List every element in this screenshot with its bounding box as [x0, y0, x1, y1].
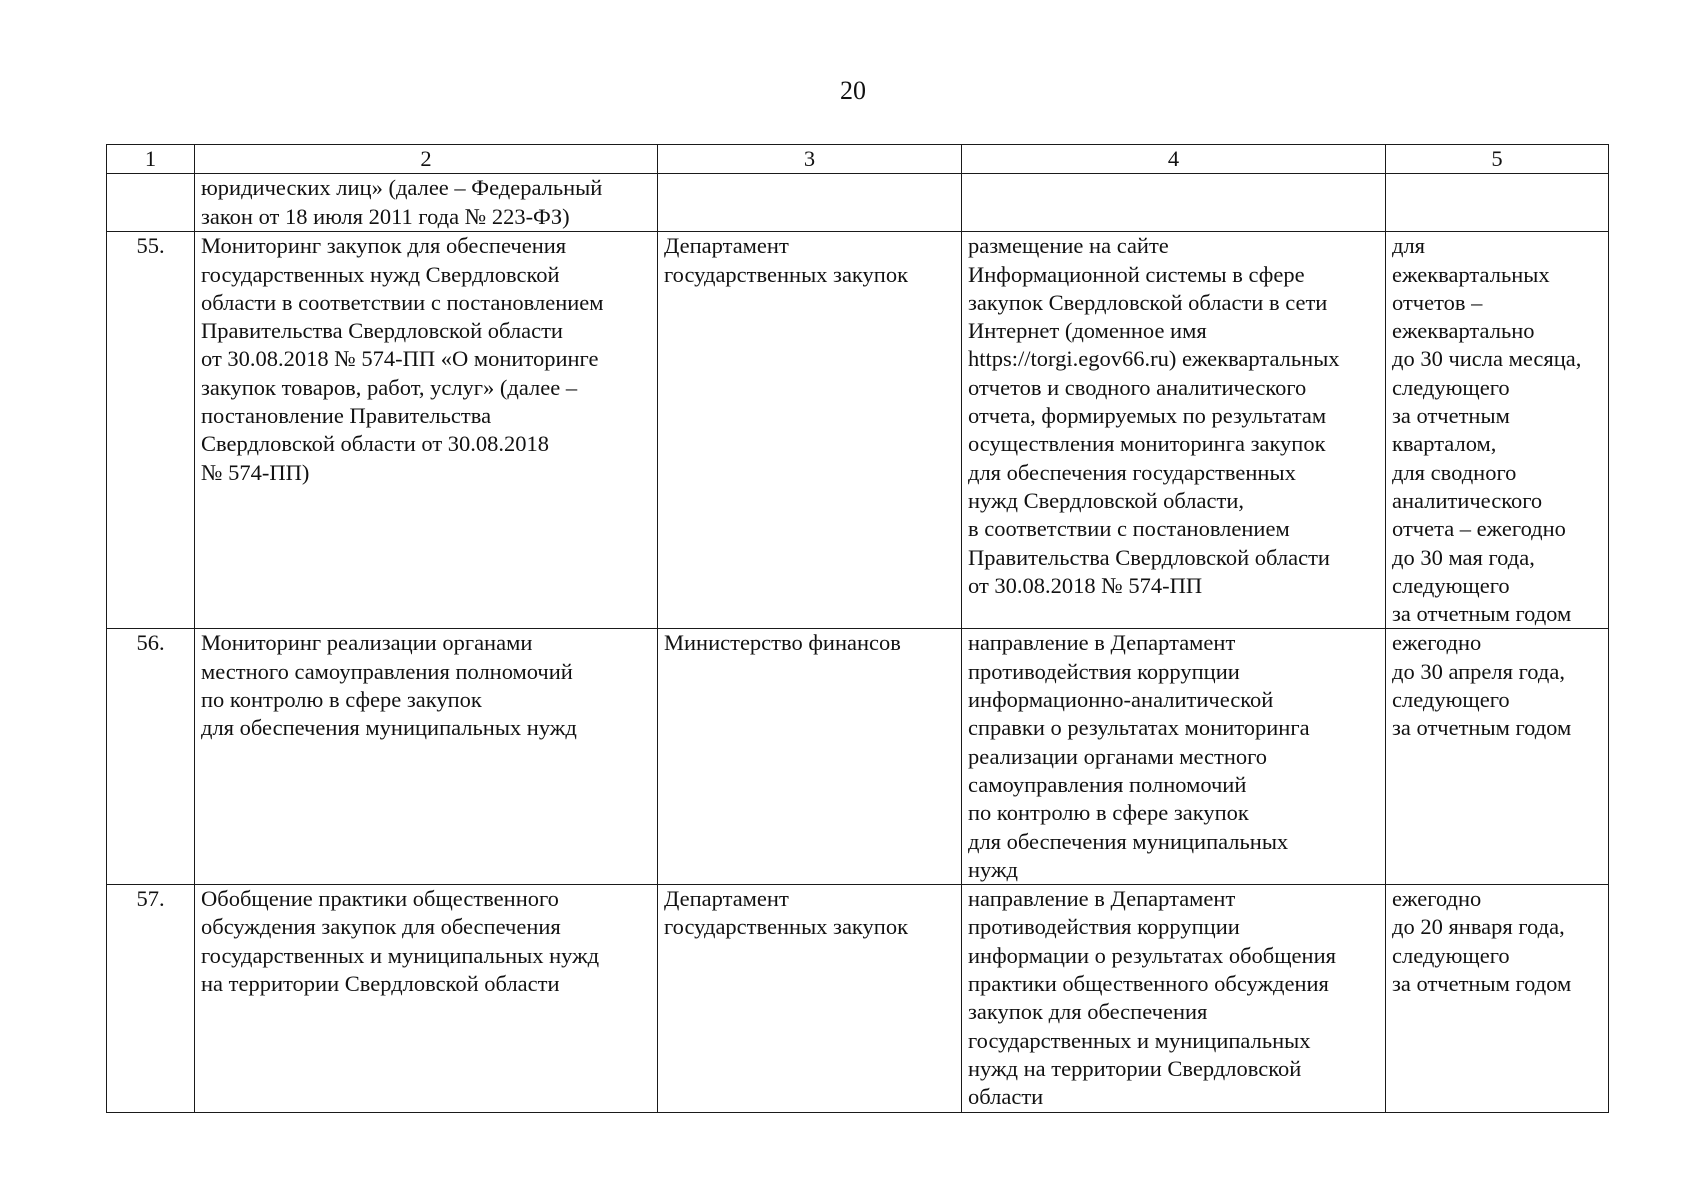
form-cell [962, 885, 1386, 1113]
header-col-2: 2 [195, 145, 658, 174]
deadline-cell [1386, 885, 1609, 1113]
header-col-3: 3 [658, 145, 962, 174]
row-number [107, 174, 195, 232]
form-text: размещение на сайте Информационной системы в сфере закупок Свердловской области в сети Интернет (доменное имя https://torgi.egov66.ru) ежеквартальных отчетов и сводного аналитического отчета, формируемых по результатам осуществления мониторинга закупок для обеспечения государственных нужд Свердловской области, в соответствии с постановлением Правительства Свердловской области от 30.08.2018 № 574-ПП [968, 233, 1340, 598]
header-row [107, 145, 1609, 174]
executor-cell [658, 629, 962, 885]
executor-text: Министерство финансов [664, 630, 901, 656]
deadline-text: ежегодно до 30 апреля года, следующего за отчетным годом [1392, 630, 1572, 741]
executor-text: Департамент государственных закупок [664, 233, 909, 287]
form-cell [962, 174, 1386, 232]
header-col-5: 5 [1386, 145, 1609, 174]
table-row-continuation [107, 174, 1609, 232]
table-row-57 [107, 885, 1609, 1113]
event-text: Мониторинг закупок для обеспечения государственных нужд Свердловской области в соответствии с постановлением Правительства Свердловской области от 30.08.2018 № 574-ПП «О мониторинге закупок товаров, работ, услуг» (далее – постановление Правительства Свердловской области от 30.08.2018 № 574-ПП) [201, 233, 604, 485]
executor-cell [658, 232, 962, 629]
form-cell [962, 232, 1386, 629]
row-number: 57. [107, 885, 195, 1113]
event-text: Мониторинг реализации органами местного самоуправления полномочий по контролю в сфере закупок для обеспечения муниципальных нужд [201, 630, 577, 741]
table-row-55 [107, 232, 1609, 629]
event-text: юридических лиц» (далее – Федеральный закон от 18 июля 2011 года № 223-ФЗ) [201, 175, 603, 229]
row-number: 56. [107, 629, 195, 885]
executor-cell [658, 885, 962, 1113]
event-cell [195, 629, 658, 885]
form-text: направление в Департамент противодействия коррупции информационно-аналитической справки о результатах мониторинга реализации органами местного самоуправления полномочий по контролю в сфере закупок для обеспечения муниципальных нужд [968, 630, 1310, 882]
event-text: Обобщение практики общественного обсуждения закупок для обеспечения государственных и муниципальных нужд на территории Свердловской области [201, 886, 600, 997]
form-cell [962, 629, 1386, 885]
deadline-cell [1386, 629, 1609, 885]
event-cell [195, 885, 658, 1113]
executor-cell [658, 174, 962, 232]
deadline-text: ежегодно до 20 января года, следующего за отчетным годом [1392, 886, 1572, 997]
event-cell [195, 232, 658, 629]
row-number: 55. [107, 232, 195, 629]
measures-table [106, 144, 1609, 1113]
header-col-4: 4 [962, 145, 1386, 174]
table-row-56 [107, 629, 1609, 885]
header-col-1: 1 [107, 145, 195, 174]
deadline-text: для ежеквартальных отчетов – ежеквартально до 30 числа месяца, следующего за отчетным кварталом, для сводного аналитического отчета – ежегодно до 30 мая года, следующего за отчетным годом [1392, 233, 1582, 627]
deadline-cell [1386, 232, 1609, 629]
form-text: направление в Департамент противодействия коррупции информации о результатах обобщения практики общественного обсуждения закупок для обеспечения государственных и муниципальных нужд на территории Свердловской области [968, 886, 1336, 1110]
executor-text: Департамент государственных закупок [664, 886, 909, 940]
event-cell [195, 174, 658, 232]
page-number: 20 [840, 76, 866, 105]
deadline-cell [1386, 174, 1609, 232]
